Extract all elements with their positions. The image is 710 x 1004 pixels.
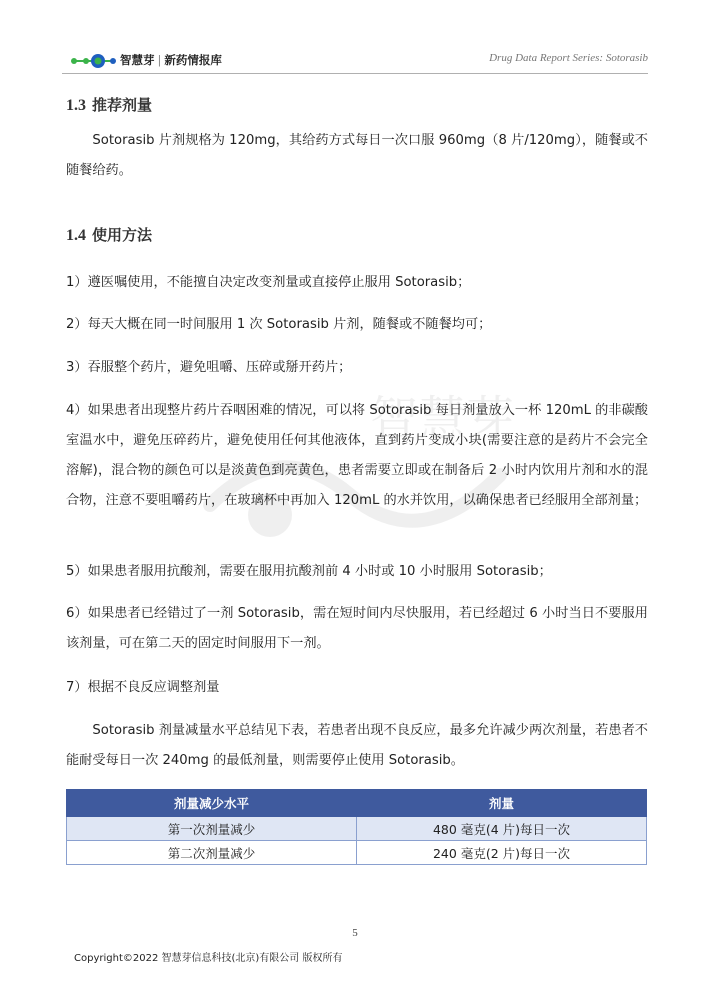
table-header-row: [67, 790, 647, 817]
table-cell: 480 毫克(4 片)每日一次: [357, 817, 647, 841]
section-number: 1.4: [66, 227, 86, 244]
usage-item-6: 6）如果患者已经错过了一剂 Sotorasib，需在短时间内尽快服用，若已经超过 6 小时当日不要服用该剂量，可在第二天的固定时间服用下一剂。: [66, 606, 648, 651]
usage-item-1: 1）遵医嘱使用，不能擅自决定改变剂量或直接停止服用 Sotorasib；: [66, 275, 471, 290]
usage-item-2: 2）每天大概在同一时间服用 1 次 Sotorasib 片剂，随餐或不随餐均可；: [66, 317, 492, 332]
table-row: [67, 817, 647, 841]
section-heading-1-3: [66, 94, 152, 115]
usage-item-3: 3）吞服整个药片，避免咀嚼、压碎或掰开药片；: [66, 360, 352, 375]
brand-name: 智慧芽: [120, 53, 155, 67]
report-series-title: Drug Data Report Series: Sotorasib: [489, 52, 648, 64]
dosage-paragraph: Sotorasib 片剂规格为 120mg，其给药方式每日一次口服 960mg（8 片/120mg），随餐或不随餐给药。: [66, 133, 648, 178]
brand-logo-icon: [70, 52, 118, 70]
header-divider: [62, 73, 648, 74]
table-row: [67, 841, 647, 865]
table-header-cell: 剂量: [357, 790, 647, 817]
table-header-cell: 剂量减少水平: [67, 790, 357, 817]
page-header: [70, 48, 648, 74]
section-number: 1.3: [66, 97, 86, 114]
watermark-text: 智慧芽: [370, 391, 515, 447]
dose-reduction-table: [66, 789, 647, 865]
section-title: 使用方法: [92, 226, 153, 244]
usage-item-5: 5）如果患者服用抗酸剂，需要在服用抗酸剂前 4 小时或 10 小时服用 Sotorasib；: [66, 564, 552, 579]
usage-item-7: 7）根据不良反应调整剂量: [66, 680, 220, 695]
table-cell: 240 毫克(2 片)每日一次: [357, 841, 647, 865]
section-title: 推荐剂量: [92, 96, 153, 114]
table-cell: 第一次剂量减少: [67, 817, 357, 841]
brand-section: 新药情报库: [164, 53, 222, 67]
usage-item-4: 4）如果患者出现整片药片吞咽困难的情况，可以将 Sotorasib 每日剂量放入一杯 120mL 的非碳酸室温水中，避免压碎药片，避免使用任何其他液体，直到药片变成小块(需要注意的是药片不会完全溶解)，混合物的颜色可以是淡黄色到亮黄色，患者需要立即或在制备后 2 小时内饮用片剂和水的混合物，注意不要咀嚼药片，在玻璃杯中再加入 120mL 的水并饮用，以确保患者已经服用全部剂量；: [66, 403, 648, 508]
table-cell: 第二次剂量减少: [67, 841, 357, 865]
page-number: 5: [352, 927, 358, 939]
section-heading-1-4: [66, 224, 152, 245]
brand-text: [120, 52, 222, 68]
dose-reduction-summary: Sotorasib 剂量减量水平总结见下表，若患者出现不良反应，最多允许减少两次剂量，若患者不能耐受每日一次 240mg 的最低剂量，则需要停止使用 Sotorasib。: [66, 723, 648, 768]
copyright-footer: Copyright©2022 智慧芽信息科技(北京)有限公司 版权所有: [74, 953, 343, 964]
brand-separator: |: [157, 53, 162, 67]
